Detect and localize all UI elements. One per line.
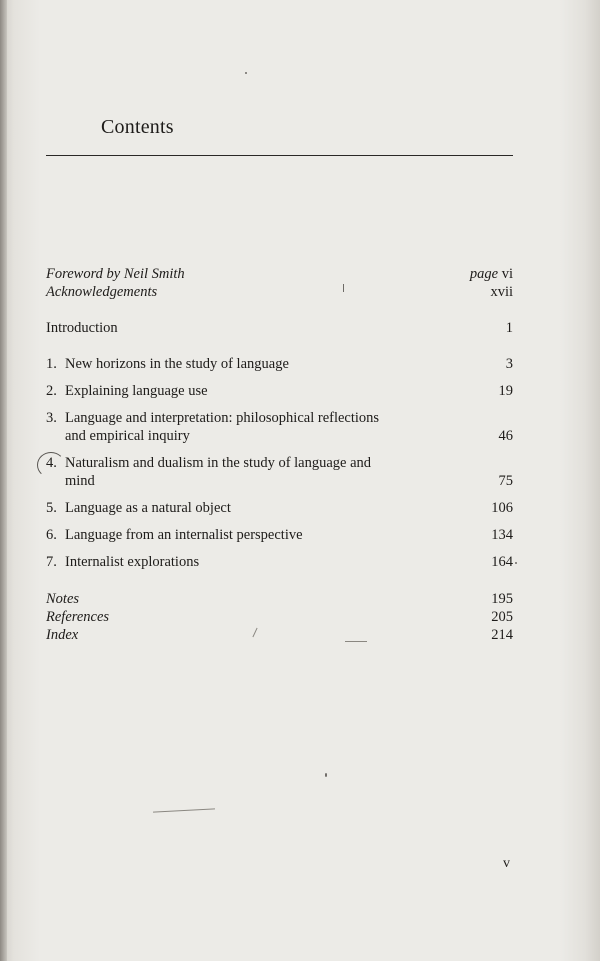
toc-entry-page: 46 [498, 428, 513, 444]
toc-entry-title: Language from an internalist perspective [65, 527, 303, 543]
toc-entry-title: Introduction [46, 320, 118, 336]
toc-entry-page: xvii [490, 284, 513, 300]
toc-entry-title: Foreword by Neil Smith [46, 266, 185, 282]
chapter-number: 1. [46, 356, 57, 372]
toc-entry-page: 19 [498, 383, 513, 399]
toc-entry-page: 214 [491, 627, 513, 643]
page-folio: v [503, 856, 510, 871]
paper-scratch [153, 808, 215, 812]
chapter-number: 4. [46, 455, 57, 471]
toc-entry-page: 164 [491, 554, 513, 570]
paper-scratch [252, 628, 257, 637]
chapter-number: 5. [46, 500, 57, 516]
toc-entry-title: Notes [46, 591, 80, 607]
toc-entry-page: 3 [505, 356, 513, 372]
chapter-number: 3. [46, 410, 57, 426]
chapter-number: 7. [46, 554, 57, 570]
page-number: vi [501, 266, 513, 282]
toc-entry-title: Index [46, 627, 79, 643]
toc-entry-title: Acknowledgements [46, 284, 158, 300]
paper-speck [515, 562, 517, 564]
toc-entry-title: New horizons in the study of language [65, 356, 289, 372]
toc-entry-page: 75 [498, 473, 513, 489]
toc-entry-page: 195 [491, 591, 513, 607]
paper-speck [325, 773, 327, 777]
toc-entry-page: 106 [491, 500, 513, 516]
toc-entry-page [470, 265, 513, 283]
page-binding-edge [0, 0, 7, 961]
toc-entry-title-continued: and empirical inquiry [65, 428, 190, 444]
page-prefix: page [469, 266, 499, 282]
chapter-number: 2. [46, 383, 57, 399]
title-rule [46, 155, 513, 156]
toc-entry-title: Language and interpretation: philosophical reflections [65, 410, 380, 426]
paper-scratch [345, 641, 367, 642]
paper-speck [343, 284, 344, 292]
toc-entry-title: Internalist explorations [65, 554, 200, 570]
toc-entry-title: Language as a natural object [65, 500, 231, 516]
toc-entry-page: 1 [505, 320, 513, 336]
toc-entry-title: Naturalism and dualism in the study of language and [65, 455, 372, 471]
toc-entry-page: 205 [491, 609, 513, 625]
page-title: Contents [101, 116, 174, 138]
paper-speck [245, 72, 247, 74]
toc-entry-page: 134 [491, 527, 513, 543]
toc-entry-title: References [46, 609, 110, 625]
toc-entry-title: Explaining language use [65, 383, 208, 399]
toc-entry-title-continued: mind [65, 473, 95, 489]
pen-circle-mark [37, 452, 65, 478]
chapter-number: 6. [46, 527, 57, 543]
